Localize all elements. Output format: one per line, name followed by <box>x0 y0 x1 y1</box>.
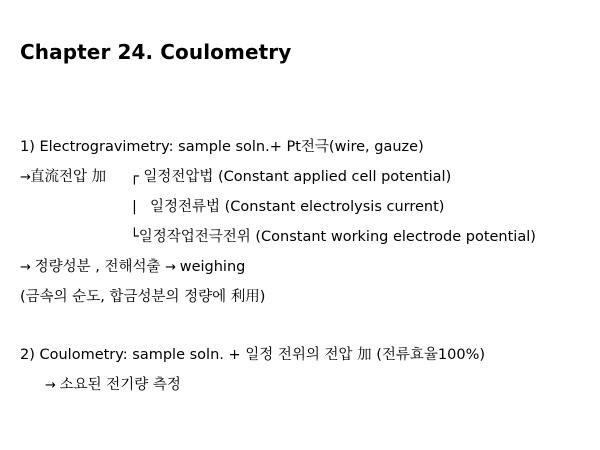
quantitative-line <box>20 258 245 277</box>
arrow-icon: → <box>20 170 31 185</box>
page-title: Chapter 24. Coulometry <box>20 40 292 64</box>
constant-working-electrode-method: └일정작업전극전위 (Constant working electrode potential) <box>130 229 536 245</box>
dc-voltage-label: 直流전압 加 <box>30 169 107 185</box>
constant-current-method: 일정전류법 (Constant electrolysis current) <box>150 199 445 215</box>
charge-measurement-label: 소요된 전기량 측정 <box>59 377 181 393</box>
electrogravimetry-line: 1) Electrogravimetry: sample soln.+ Pt전극(wire, gauze) <box>20 139 424 155</box>
constant-potential-method: ┌ 일정전압법 (Constant applied cell potential) <box>130 169 452 185</box>
arrow-icon: → <box>20 260 31 275</box>
dc-voltage-line <box>20 168 106 187</box>
coulometry-line: 2) Coulometry: sample soln. + 일정 전위의 전압 加 (전류효율100%) <box>20 347 486 363</box>
arrow-icon: → <box>165 260 177 275</box>
bracket-bar: | <box>132 199 137 215</box>
weighing-label: weighing <box>179 259 246 275</box>
quantitative-label: 정량성분 , 전해석출 <box>34 259 161 275</box>
arrow-icon: → <box>45 378 56 393</box>
charge-measurement-line <box>45 376 181 395</box>
usage-note: (금속의 순도, 합금성분의 정량에 利用) <box>20 289 266 305</box>
